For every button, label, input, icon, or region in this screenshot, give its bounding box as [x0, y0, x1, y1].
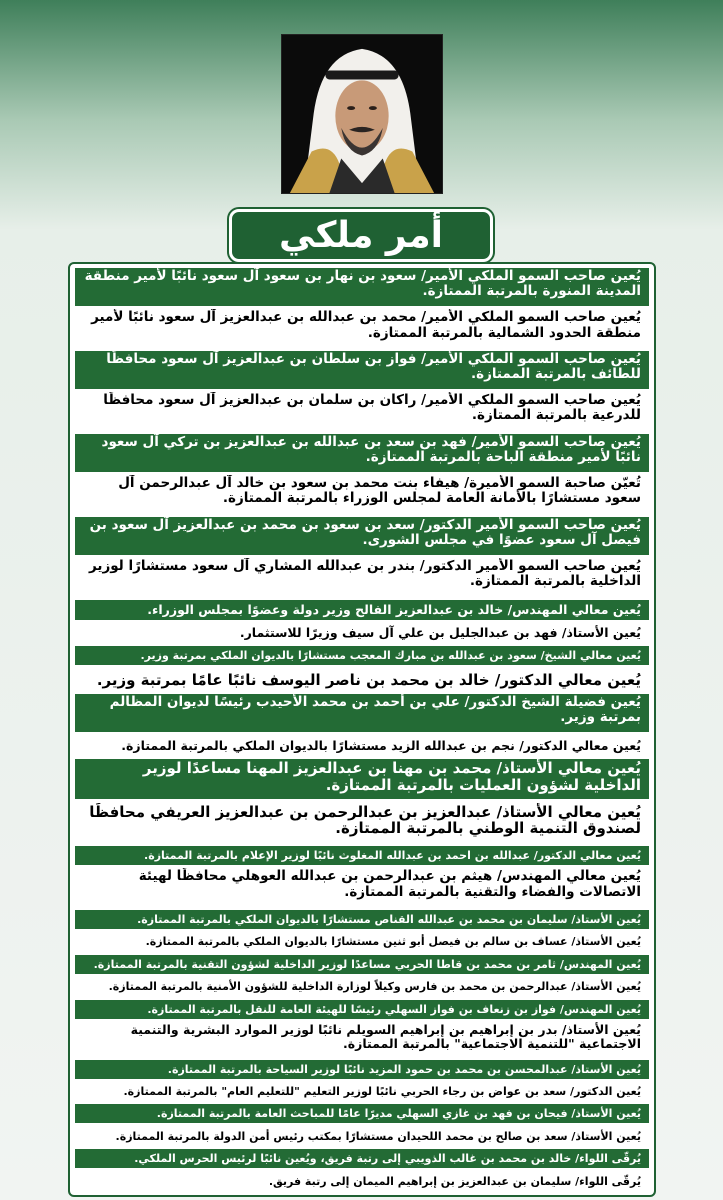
- list-item: يُعين صاحب السمو الملكي الأمير/ سعود بن نهار بن سعود آل سعود نائبًا لأمير منطقة المدينة المنورة بالمرتبة الممتازة.: [75, 268, 649, 306]
- list-item: يُعين المهندس/ ثامر بن محمد بن قاطا الحربي مساعدًا لوزير الداخلية لشؤون التقنية بالمرتبة الممتازة.: [75, 955, 649, 974]
- list-item: يُعين الأستاذ/ بدر بن إبراهيم بن إبراهيم السويلم نائبًا لوزير الموارد البشرية والتنمية الاجتماعية "للتنمية الاجتماعية" بالمرتبة الممتازة.: [75, 1022, 649, 1056]
- page-title: أمر ملكي: [229, 209, 493, 262]
- list-item: يُعين معالي الشيخ/ سعود بن عبدالله بن مبارك المعجب مستشارًا بالديوان الملكي بمرتبة وزير.: [75, 646, 649, 665]
- list-item: يُعين الأستاذ/ فهد بن عبدالجليل بن علي آل سيف وزيرًا للاستثمار.: [75, 623, 649, 643]
- list-item: يُعين معالي الأستاذ/ عبدالعزيز بن عبدالرحمن بن عبدالعزيز العريفي محافظًا لصندوق التنمية الوطني بالمرتبة الممتازة.: [75, 803, 649, 843]
- list-item: يُعين معالي الدكتور/ خالد بن محمد بن ناصر اليوسف نائبًا عامًا بمرتبة وزير.: [75, 669, 649, 691]
- list-item: يُعين صاحب السمو الملكي الأمير/ راكان بن سلمان بن عبدالعزيز آل سعود محافظًا للدرعية بالمرتبة الممتازة.: [75, 392, 649, 430]
- list-item: تُعيّن صاحبة السمو الأميرة/ هيفاء بنت محمد بن سعود بن خالد آل عبدالرحمن آل سعود مستشارًا بالأمانة العامة لمجلس الوزراء بالمرتبة الممتازة.: [75, 475, 649, 513]
- list-item: يُعين صاحب السمو الأمير الدكتور/ سعد بن سعود بن محمد بن عبدالعزيز آل سعود بن فيصل آل سعود عضوًا في مجلس الشورى.: [75, 517, 649, 555]
- list-item: يُعين صاحب السمو الأمير/ فهد بن سعد بن عبدالله بن عبدالعزيز بن تركي آل سعود نائبًا لأمير منطقة الباحة بالمرتبة الممتازة.: [75, 434, 649, 472]
- list-item: يُعين فضيلة الشيخ الدكتور/ علي بن أحمد بن محمد الأحيدب رئيسًا لديوان المظالم بمرتبة وزير.: [75, 694, 649, 732]
- list-item: يُعين الأستاذ/ عبدالرحمن بن محمد بن فارس وكيلاً لوزارة الداخلية للشؤون الأمنية بالمرتبة الممتازة.: [75, 977, 649, 996]
- list-item: يُعين الأستاذ/ سليمان بن محمد بن عبدالله القناص مستشارًا بالديوان الملكي بالمرتبة الممتازة.: [75, 910, 649, 929]
- list-item: يُعين معالي الدكتور/ نجم بن عبدالله الزيد مستشارًا بالديوان الملكي بالمرتبة الممتازة.: [75, 736, 649, 756]
- list-item: يُرقّى اللواء/ سليمان بن عبدالعزيز بن إبراهيم الميمان إلى رتبة فريق.: [75, 1172, 649, 1191]
- portrait-icon: [282, 35, 442, 193]
- list-item: يُعين الأستاذ/ سعد بن صالح بن محمد اللحيدان مستشارًا بمكتب رئيس أمن الدولة بالمرتبة الممتازة.: [75, 1127, 649, 1146]
- king-portrait: [281, 34, 443, 194]
- list-item: يُعين صاحب السمو الأمير الدكتور/ بندر بن عبدالله المشاري آل سعود مستشارًا لوزير الداخلية بالمرتبة الممتازة.: [75, 558, 649, 596]
- list-item: يُعين صاحب السمو الملكي الأمير/ محمد بن عبدالله بن عبدالعزيز آل سعود نائبًا لأمير منطقة الحدود الشمالية بالمرتبة الممتازة.: [75, 309, 649, 347]
- list-item: يُعين المهندس/ فواز بن زنعاف بن فواز السهلي رئيسًا للهيئة العامة للنقل بالمرتبة الممتازة.: [75, 1000, 649, 1019]
- list-item: يُعين الدكتور/ سعد بن عواض بن رجاء الحربي نائبًا لوزير التعليم "للتعليم العام" بالمرتبة الممتازة.: [75, 1082, 649, 1101]
- list-item: يُعين الأستاذ/ عبدالمحسن بن محمد بن حمود المزيد نائبًا لوزير السياحة بالمرتبة الممتازة.: [75, 1060, 649, 1079]
- list-item: يُعين معالي المهندس/ هيثم بن عبدالرحمن بن عبدالله العوهلي محافظًا لهيئة الاتصالات والفضاء والتقنية بالمرتبة الممتازة.: [75, 868, 649, 906]
- royal-order-list: [68, 262, 656, 1197]
- list-item: يُرقّى اللواء/ خالد بن محمد بن غالب الذويبي إلى رتبة فريق، ويُعين نائبًا لرئيس الحرس الملكي.: [75, 1149, 649, 1168]
- list-item: يُعين صاحب السمو الملكي الأمير/ فواز بن سلطان بن عبدالعزيز آل سعود محافظًا للطائف بالمرتبة الممتازة.: [75, 351, 649, 389]
- list-item: يُعين معالي المهندس/ خالد بن عبدالعزيز الفالح وزير دولة وعضوًا بمجلس الوزراء.: [75, 600, 649, 620]
- list-item: يُعين معالي الأستاذ/ محمد بن مهنا بن عبدالعزيز المهنا مساعدًا لوزير الداخلية لشؤون العمليات بالمرتبة الممتازة.: [75, 759, 649, 799]
- list-item: يُعين الأستاذ/ عساف بن سالم بن فيصل أبو ثنين مستشارًا بالديوان الملكي بالمرتبة الممتازة.: [75, 932, 649, 951]
- list-item: يُعين الأستاذ/ فيحان بن فهد بن غازي السهلي مديرًا عامًا للمباحث العامة بالمرتبة الممتازة.: [75, 1104, 649, 1123]
- list-item: يُعين معالي الدكتور/ عبدالله بن احمد بن عبدالله المغلوث نائبًا لوزير الإعلام بالمرتبة الممتازة.: [75, 846, 649, 865]
